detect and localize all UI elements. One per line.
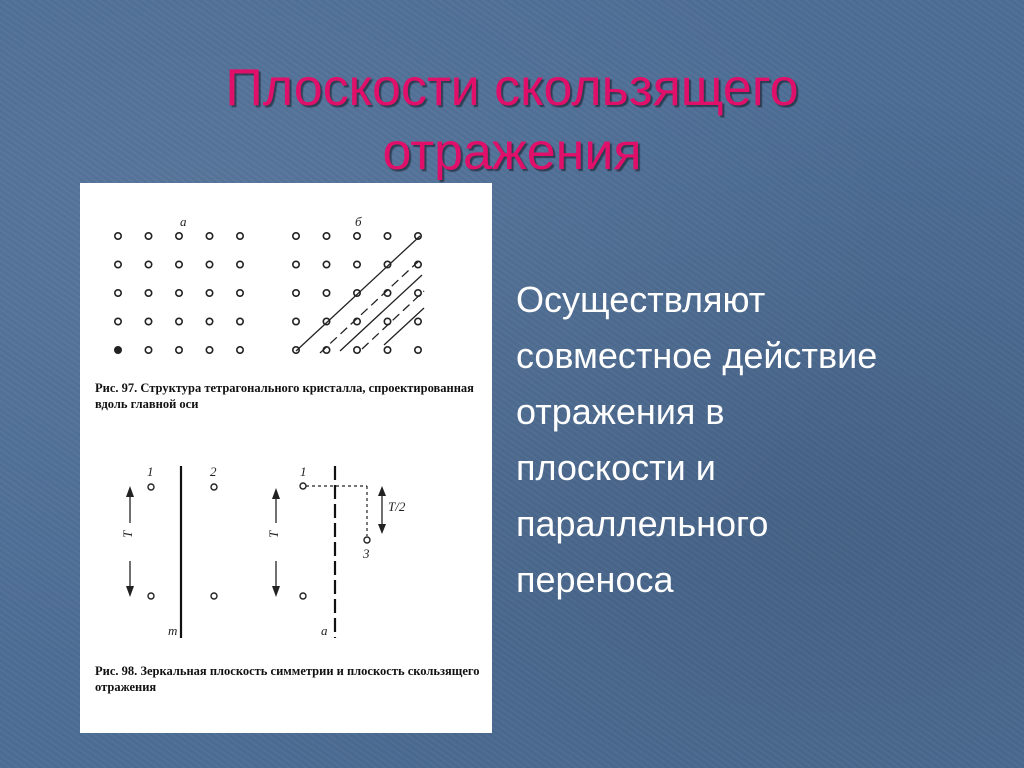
lattice-point: [115, 233, 121, 239]
title-line-2: отражения: [382, 123, 642, 181]
lattice-point: [293, 347, 299, 353]
lattice-point: [237, 233, 243, 239]
lattice-point: [206, 318, 212, 324]
fig98-caption: Рис. 98. Зеркальная плоскость симметрии и плоскость скользящего отражения: [95, 664, 480, 694]
figure-image: [80, 183, 492, 733]
fig98-label-2: 2: [210, 464, 217, 479]
lattice-point: [323, 233, 329, 239]
lattice-point: [415, 290, 421, 296]
lattice-point: [145, 347, 151, 353]
fig97-label-b: б: [355, 214, 362, 229]
fig98-label-1b: 1: [300, 464, 307, 479]
lattice-point: [206, 261, 212, 267]
fig98-label-T: T: [120, 530, 135, 538]
fig97-caption: Рис. 97. Структура тетрагонального кристалла, спроектированная вдоль главной оси: [95, 381, 474, 411]
lattice-point: [237, 347, 243, 353]
lattice-point: [323, 261, 329, 267]
lattice-point: [176, 347, 182, 353]
lattice-point: [115, 318, 121, 324]
body-line: Осуществляют: [516, 279, 766, 320]
fig98-label-a: a: [321, 623, 328, 638]
title-line-1: Плоскости скользящего: [225, 59, 799, 117]
fig97-grid-a: [115, 233, 243, 353]
lattice-point: [293, 261, 299, 267]
body-line: плоскости и: [516, 447, 716, 488]
lattice-point: [293, 290, 299, 296]
lattice-point: [237, 290, 243, 296]
lattice-point: [237, 318, 243, 324]
figure-drawing: [80, 183, 492, 733]
body-line: совместное действие: [516, 335, 878, 376]
lattice-point: [176, 318, 182, 324]
lattice-point: [145, 233, 151, 239]
lattice-point: [115, 261, 121, 267]
fig98-label-Thalf: T/2: [388, 499, 406, 514]
fig98-label-T2: T: [266, 530, 281, 538]
lattice-point: [115, 347, 121, 353]
lattice-point: [176, 261, 182, 267]
fig97-label-a: а: [180, 214, 187, 229]
lattice-point: [293, 318, 299, 324]
lattice-point: [323, 290, 329, 296]
body-line: отражения в: [516, 391, 725, 432]
lattice-point: [206, 290, 212, 296]
lattice-point: [145, 290, 151, 296]
body-line: переноса: [516, 559, 674, 600]
body-line: параллельного: [516, 503, 769, 544]
lattice-point: [206, 347, 212, 353]
slide-title: [0, 56, 1024, 184]
lattice-point: [354, 261, 360, 267]
lattice-point: [415, 347, 421, 353]
lattice-point: [354, 347, 360, 353]
fig98-label-1: 1: [147, 464, 154, 479]
lattice-point: [384, 347, 390, 353]
lattice-point: [176, 233, 182, 239]
lattice-point: [206, 233, 212, 239]
lattice-point: [384, 233, 390, 239]
fig98-label-3: 3: [363, 546, 370, 561]
lattice-point: [237, 261, 243, 267]
lattice-point: [354, 233, 360, 239]
lattice-point: [384, 318, 390, 324]
lattice-point: [176, 290, 182, 296]
slide-body-text: [516, 272, 986, 608]
lattice-point: [115, 290, 121, 296]
lattice-point: [293, 233, 299, 239]
lattice-point: [145, 261, 151, 267]
lattice-point: [415, 318, 421, 324]
lattice-point: [145, 318, 151, 324]
fig98-label-m: m: [168, 623, 178, 638]
